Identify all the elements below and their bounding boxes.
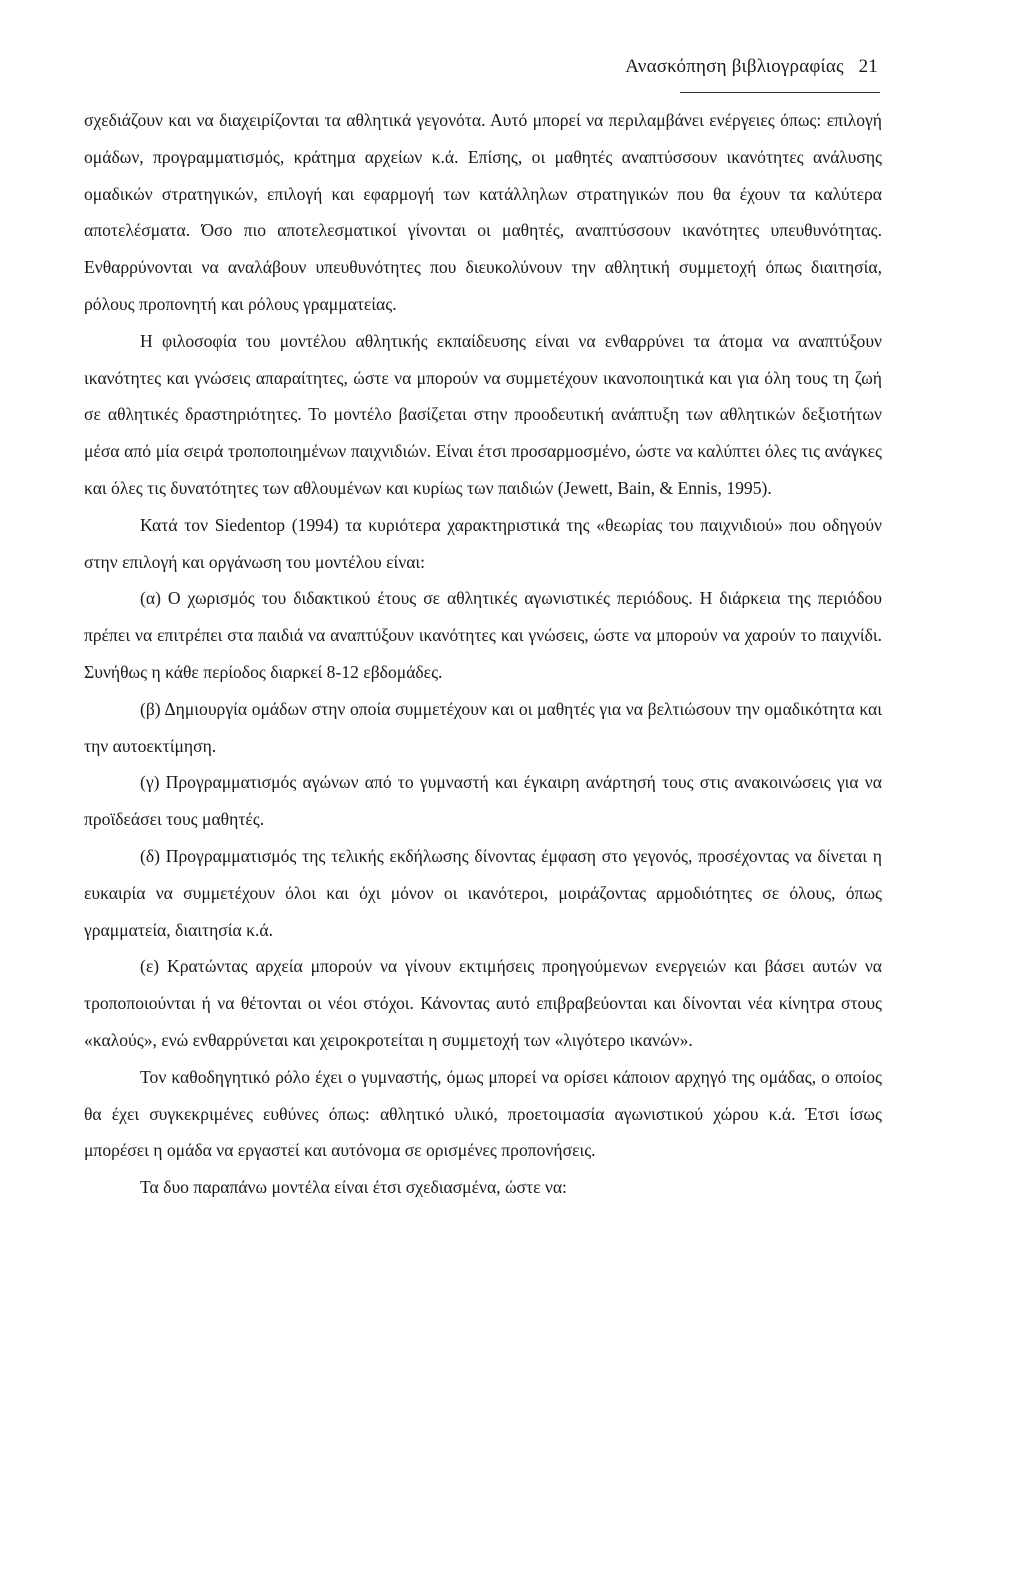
paragraph-closing: Τα δυο παραπάνω μοντέλα είναι έτσι σχεδιασμένα, ώστε να:: [140, 1177, 567, 1198]
running-title: Ανασκόπηση βιβλιογραφίας: [625, 56, 844, 77]
list-item-a: (α) Ο χωρισμός του διδακτικού έτους σε αθλητικές αγωνιστικές περιόδους. Η διάρκεια της περιόδου πρέπει να επιτρέπει στα παιδιά να αναπτύξουν ικανότητες και γνώσεις, ώστε να μπορούν να χαρούν το παιχνίδι. Συνήθως η κάθε περίοδος διαρκεί 8-12 εβδομάδες.: [84, 588, 882, 682]
header-rule: [680, 92, 880, 93]
paragraph-siedentop: Κατά τον Siedentop (1994) τα κυριότερα χαρακτηριστικά της «θεωρίας του παιχνιδιού» που οδηγούν στην επιλογή και οργάνωση του μοντέλου είναι:: [84, 514, 882, 572]
running-header: [600, 56, 878, 78]
paragraph-coach-role: Τον καθοδηγητικό ρόλο έχει ο γυμναστής, όμως μπορεί να ορίσει κάποιον αρχηγό της ομάδας, ο οποίος θα έχει συγκεκριμένες ευθύνες όπως: αθλητικό υλικό, προετοιμασία αγωνιστικού χώρου κ.ά. Έτσι ίσως μπορέσει η ομάδα να εργαστεί και αυτόνομα σε ορισμένες προπονήσεις.: [84, 1066, 882, 1161]
body-text: [84, 102, 882, 1206]
paragraph-continuation: σχεδιάζουν και να διαχειρίζονται τα αθλητικά γεγονότα. Αυτό μπορεί να περιλαμβάνει ενέργειες όπως: επιλογή ομάδων, προγραμματισμός, κράτημα αρχείων κ.ά. Επίσης, οι μαθητές αναπτύσσουν ικανότητες ανάλυσης ομαδικών στρατηγικών, επιλογή και εφαρμογή των κατάλληλων στρατηγικών που θα έχουν τα καλύτερα αποτελέσματα. Όσο πιο αποτελεσματικοί γίνονται οι μαθητές, αναπτύσσουν ικανότητες υπευθυνότητας. Ενθαρρύνονται να αναλάβουν υπευθυνότητες που διευκολύνουν την αθλητική συμμετοχή όπως διαιτησία, ρόλους προπονητή και ρόλους γραμματείας.: [84, 110, 882, 314]
list-item-d: (δ) Προγραμματισμός της τελικής εκδήλωσης δίνοντας έμφαση στο γεγονός, προσέχοντας να δίνεται η ευκαιρία να συμμετέχουν όλοι και όχι μόνον οι ικανότεροι, μοιράζοντας αρμοδιότητες σε όλους, όπως γραμματεία, διαιτησία κ.ά.: [84, 845, 882, 940]
list-item-b: (β) Δημιουργία ομάδων στην οποία συμμετέχουν και οι μαθητές για να βελτιώσουν την ομαδικότητα και την αυτοεκτίμηση.: [84, 698, 882, 756]
list-item-e: (ε) Κρατώντας αρχεία μπορούν να γίνουν εκτιμήσεις προηγούμενων ενεργειών και βάσει αυτών να τροποποιούνται ή να θέτονται οι νέοι στόχοι. Κάνοντας αυτό επιβραβεύονται και δίνονται νέα κίνητρα στους «καλούς», ενώ ενθαρρύνεται και χειροκροτείται η συμμετοχή των «λιγότερο ικανών».: [84, 956, 882, 1050]
page-number: 21: [858, 56, 878, 77]
paragraph-philosophy: Η φιλοσοφία του μοντέλου αθλητικής εκπαίδευσης είναι να ενθαρρύνει τα άτομα να αναπτύξουν ικανότητες και γνώσεις απαραίτητες, ώστε να μπορούν να συμμετέχουν ικανοποιητικά και για όλη τους τη ζωή σε αθλητικές δραστηριότητες. Το μοντέλο βασίζεται στην προοδευτική ανάπτυξη των αθλητικών δεξιοτήτων μέσα από μία σειρά τροποποιημένων παιχνιδιών. Είναι έτσι προσαρμοσμένο, ώστε να καλύπτει όλες τις ανάγκες και όλες τις δυνατότητες των αθλουμένων και κυρίως των παιδιών (Jewett, Bain, & Ennis, 1995).: [84, 330, 882, 498]
list-item-c: (γ) Προγραμματισμός αγώνων από το γυμναστή και έγκαιρη ανάρτησή τους στις ανακοινώσεις για να προϊδεάσει τους μαθητές.: [84, 772, 882, 830]
